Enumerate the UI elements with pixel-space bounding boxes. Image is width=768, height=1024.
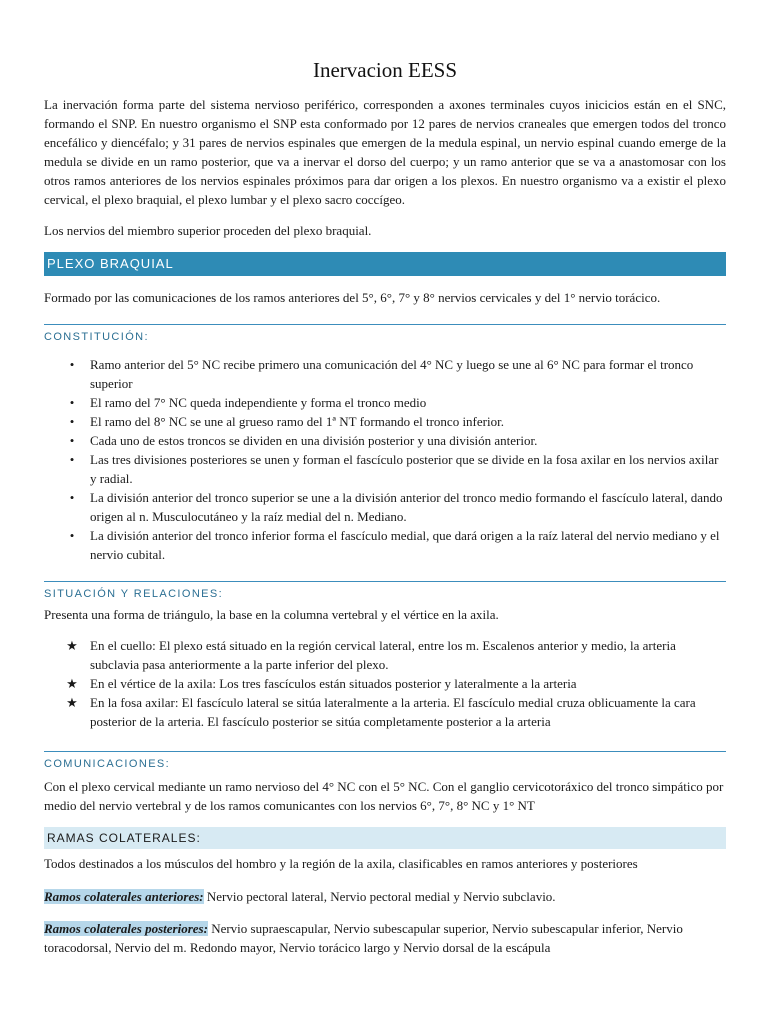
list-item: • Ramo anterior del 5° NC recibe primero una comunicación del 4° NC y luego se une al 6° NC para formar el tronco superior <box>44 355 726 393</box>
list-item: • Cada uno de estos troncos se dividen en una división posterior y una división anterior. <box>44 431 726 450</box>
ramas-description: Todos destinados a los músculos del hombro y la región de la axila, clasificables en ramos anteriores y posteriores <box>44 856 638 871</box>
bullet-icon: • <box>69 414 75 429</box>
list-item: ★ En el cuello: El plexo está situado en la región cervical lateral, entre los m. Escalenos anterior y medio, la arteria subclavia pasa anteriormente a la parte inferior del plexo. <box>66 638 676 672</box>
bullet-icon: • <box>69 357 75 372</box>
ramas-posteriores: Ramos colaterales posteriores: Nervio supraescapular, Nervio subescapular superior, Nervio subescapular inferior, Nervio toracodorsal, Nervio del m. Redondo mayor, Nervio torácico largo y Nervio dorsal de la escápula <box>44 921 683 955</box>
subheading-constitucion: CONSTITUCIÓN: <box>44 324 726 346</box>
list-item: • El ramo del 7° NC queda independiente y forma el tronco medio <box>44 393 726 412</box>
list-item: • Las tres divisiones posteriores se unen y forman el fascículo posterior que se divide en la fosa axilar en los nervios axilar y radial. <box>44 450 726 488</box>
section-heading-ramas-colaterales: RAMAS COLATERALES: <box>44 827 726 849</box>
list-item: • La división anterior del tronco inferior forma el fascículo medial, que dará origen a la raíz lateral del nervio mediano y el nervio cubital. <box>44 526 726 564</box>
intro-paragraph: La inervación forma parte del sistema nervioso periférico, corresponden a axones terminales cuyos iniciсios están en el SNC, formando el SNP. En nuestro organismo el SNP esta conformado por 12 pares de nervios craneales que emergen todos del tronco encefálico y diencéfalo; y 31 pares de nervios espinales que emergen de la medula espinal, un nervio espinal cuando emerge de la medula se divide en un ramo posterior, que va a inervar el dorso del cuerpo; y un ramo anterior que se va a anastomosar con los otros ramos anteriores de los nervios espinales próximos para dar origen a los plexos. En nuestro organismo va a existir el plexo cervical, el plexo braquial, el plexo lumbar y el plexo sacro coccígeo. <box>44 97 726 207</box>
list-item: • El ramo del 8° NC se une al grueso ramo del 1ª NT formando el tronco inferior. <box>44 412 726 431</box>
intro-paragraph-2: Los nervios del miembro superior proceden del plexo braquial. <box>44 223 372 238</box>
document-title: Inervacion EESS <box>312 58 458 82</box>
situacion-description: Presenta una forma de triángulo, la base en la columna vertebral y el vértice en la axila. <box>44 607 499 622</box>
situacion-list <box>44 636 726 731</box>
bullet-icon: • <box>69 395 75 410</box>
list-item: • La división anterior del tronco superior se une a la división anterior del tronco medio formando el fascículo lateral, dando origen al n. Musculocutáneo y la raíz medial del n. Mediano. <box>44 488 726 526</box>
bullet-icon: • <box>69 433 75 448</box>
bullet-icon: • <box>69 452 75 467</box>
highlight-label: Ramos colaterales anteriores: <box>44 889 204 904</box>
section-heading-plexo-braquial: PLEXO BRAQUIAL <box>44 252 726 276</box>
star-bullet-icon: ★ <box>66 695 78 710</box>
star-bullet-icon: ★ <box>66 676 78 691</box>
list-item: ★ En el vértice de la axila: Los tres fascículos están situados posterior y lateralmente a la arteria <box>66 676 577 691</box>
subheading-comunicaciones: COMUNICACIONES: <box>44 751 726 773</box>
constitucion-list <box>44 355 726 564</box>
plexo-description: Formado por las comunicaciones de los ramos anteriores del 5°, 6°, 7° y 8° nervios cervicales y del 1° nervio torácico. <box>44 290 661 305</box>
comunicaciones-description: Con el plexo cervical mediante un ramo nervioso del 4° NC con el 5° NC. Con el ganglio cervicotoráxico del tronco simpático por medio del nervio vertebral y de los ramos comunicantes con los nervios 6°, 7°, 8° NC y 1° NT <box>44 779 724 813</box>
bullet-icon: • <box>69 490 75 505</box>
ramas-anteriores: Ramos colaterales anteriores: Nervio pectoral lateral, Nervio pectoral medial y Nervio subclavio. <box>44 889 556 904</box>
bullet-icon: • <box>69 528 75 543</box>
highlight-label: Ramos colaterales posteriores: <box>44 921 208 936</box>
subheading-situacion: SITUACIÓN Y RELACIONES: <box>44 581 726 603</box>
list-item: ★ En la fosa axilar: El fascículo lateral se sitúa lateralmente a la arteria. El fascículo medial cruza oblicuamente la cara posterior de la arteria. El fascículo posterior se sitúa completamente posterior a la arteria <box>66 695 696 729</box>
star-bullet-icon: ★ <box>66 638 78 653</box>
